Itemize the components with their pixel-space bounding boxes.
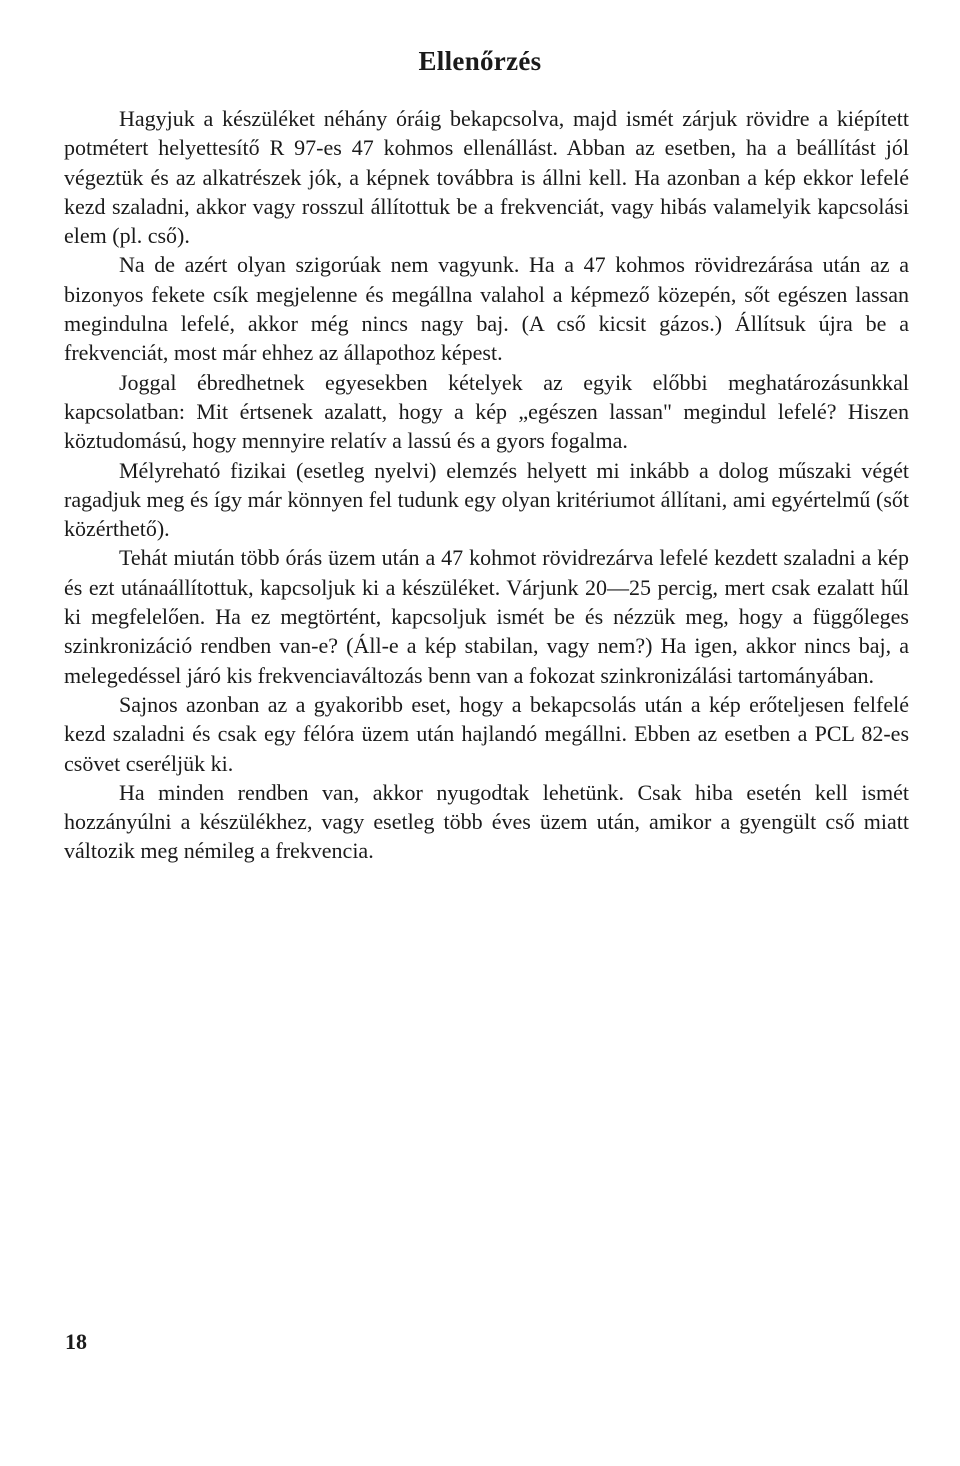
- paragraph: Na de azért olyan szigorúak nem vagyunk. Ha a 47 kohmos rövidrezárása után az a bizonyos fekete csík megjelenne és megállna valahol a képmező közepén, sőt egészen lassan megindulna lefelé, akkor még nincs nagy baj. (A cső kicsit gázos.) Állítsuk újra be a frekvenciát, most már ehhez az állapothoz képest.: [64, 252, 909, 366]
- paragraph: Ha minden rendben van, akkor nyugodtak lehetünk. Csak hiba esetén kell ismét hozzányúlni a készülékhez, vagy esetleg több éves üzem után, amikor a gyengült cső miatt változik meg némileg a frekvencia.: [64, 779, 909, 864]
- page-number: 18: [65, 1329, 87, 1354]
- body-text: [64, 104, 909, 866]
- paragraph: Tehát miután több órás üzem után a 47 kohmot rövidrezárva lefelé kezdett szaladni a kép és ezt utánaállítottuk, kapcsoljuk ki a készüléket. Várjunk 20—25 percig, mert csak ezalatt hűl ki megfelelően. Ha ez megtörtént, kapcsoljuk ismét be és nézzük meg, hogy a függőleges szinkronizáció rendben van-e? (Áll-e a kép stabilan, vagy nem?) Ha igen, akkor nincs baj, a melegedéssel járó kis frekvenciaváltozás benn van a fokozat szinkronizálási tartományában.: [64, 545, 909, 688]
- section-heading: Ellenőrzés: [418, 46, 542, 76]
- paragraph: Sajnos azonban az a gyakoribb eset, hogy a bekapcsolás után a kép erőteljesen felfelé kezd szaladni és csak egy félóra üzem után hajlandó megállni. Ebben az esetben a PCL 82-es csövet cseréljük ki.: [64, 691, 909, 776]
- paragraph: Joggal ébredhetnek egyesekben kételyek az egyik előbbi meghatározásunkkal kapcsolatban: Mit értsenek azalatt, hogy a kép „egészen lassan" megindul lefelé? Hiszen köztudomású, hogy mennyire relatív a lassú és a gyors fogalma.: [64, 369, 909, 454]
- paragraph: Mélyreható fizikai (esetleg nyelvi) elemzés helyett mi inkább a dolog műszaki végét ragadjuk meg és így már könnyen fel tudunk egy olyan kritériumot állítani, ami egyértelmű (sőt közérthető).: [64, 457, 909, 542]
- paragraph: Hagyjuk a készüléket néhány óráig bekapcsolva, majd ismét zárjuk rövidre a kiépített potmétert helyettesítő R 97-es 47 kohmos ellenállást. Abban az esetben, ha a beállítást jól végeztük és az alkatrészek jók, a képnek továbbra is állni kell. Ha azonban a kép ekkor lefelé kezd szaladni, akkor vagy rosszul állítottuk be a frekvenciát, vagy hibás valamelyik kapcsolási elem (pl. cső).: [64, 106, 909, 249]
